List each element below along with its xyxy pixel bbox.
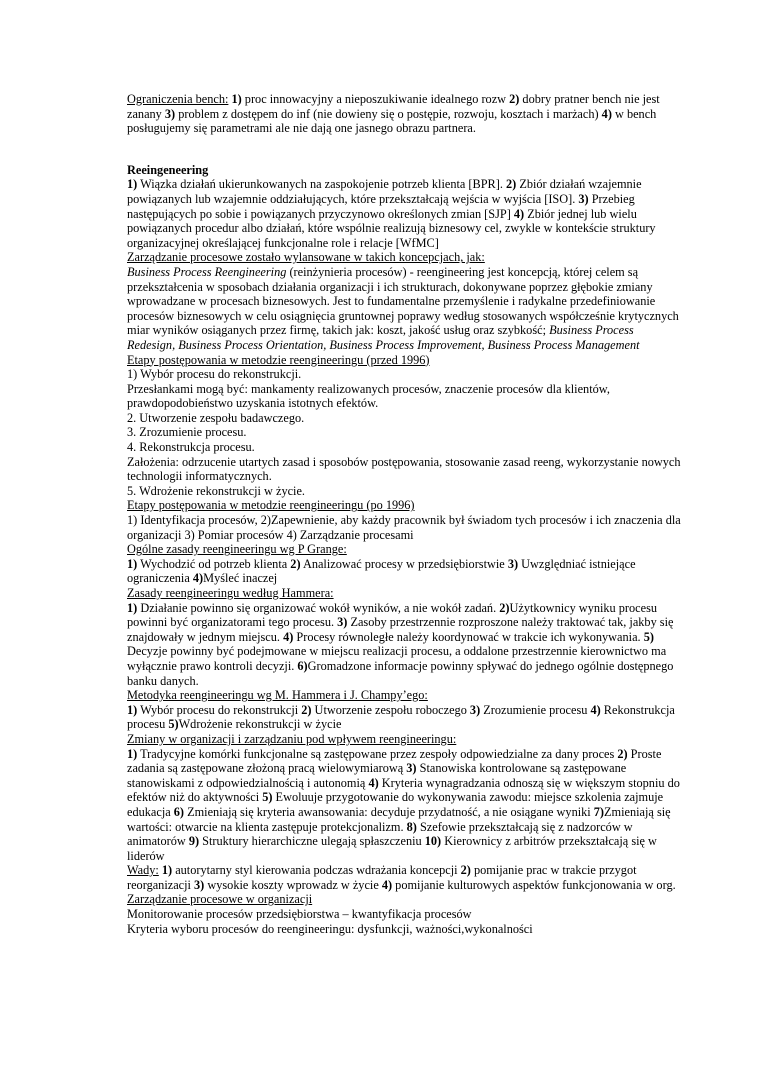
bpr-text: (reinżynieria procesów) - reengineering jest koncepcją, której celem są przekształcenia w sposobach działania organizacji i ich strukturach, dokonywane poprzez głębokie zmiany wprowadzane w procesach biznesowych. Jest to fundamentalne przemyślenie i radykalne przedefiniowanie procesów biznesowych w celu osiągnięcia gruntownej poprawy według stosowanych współcześnie krytycznych miar wyników osiąganych przez firmę, takich jak: koszt, jakość usług oraz szybkość; <box>127 264 679 338</box>
num: 10) <box>424 834 442 849</box>
text: proc innowacyjny a nieposzukiwanie idealnego rozw <box>241 92 510 106</box>
num: 3) <box>194 877 205 892</box>
stages-pre-heading: Etapy postępowania w metodzie reengineeringu (przed 1996) <box>127 352 430 367</box>
num: 1) <box>127 556 138 571</box>
text: Uwzględniać istniejące ograniczenia <box>127 556 636 586</box>
num: 6) <box>173 804 185 819</box>
text: Decyzje powinny być podejmowane w miejscu realizacji procesu, a oddalone przestrzennie kierownictwo ma wyłącznie prawo kontroli decyzji. <box>127 644 667 673</box>
text: wysokie koszty wprowadz w życie <box>204 877 382 892</box>
num: 9) <box>188 834 200 849</box>
changes-heading: Zmiany w organizacji i zarządzaniu pod wpływem reengineeringu: <box>127 731 457 746</box>
text: Zbiór jednej lub wielu powiązanych procedur albo działań, które wspólnie realizują biznesowy cel, zwykle w kontekście struktury organizacyjnej określającej funkcjonalne role i relacje [WfMC] <box>127 206 656 250</box>
method-text <box>127 703 683 732</box>
text: Wybór procesu do rekonstrukcji <box>137 702 302 717</box>
num: 3) <box>164 106 176 121</box>
num: 1) <box>127 702 138 717</box>
num: 4) <box>601 106 612 121</box>
text: Proste zadania są zastępowane złożoną pracą wielowymiarową <box>127 746 662 776</box>
num: 1) <box>127 177 138 192</box>
process-mgmt-line: Monitorowanie procesów przedsiębiorstwa – kwantyfikacja procesów <box>127 907 472 922</box>
bench-label: Ograniczenia bench: <box>127 92 229 106</box>
num: 5) <box>643 629 654 644</box>
stages-pre-line: 3. Zrozumienie procesu. <box>127 425 247 440</box>
bpr-name: Business Process Reengineering <box>127 264 287 279</box>
num: 2) <box>506 177 517 192</box>
num: 1) <box>161 863 173 878</box>
text: Analizować procesy w przedsiębiorstwie <box>300 556 508 571</box>
stages-pre-line: 4. Rekonstrukcja procesu. <box>127 440 255 455</box>
num: 2) <box>460 863 471 878</box>
text: Ewoluuje przygotowanie do wykonywania zawodu: miejsce szkolenia zajmuje edukacja <box>127 790 664 819</box>
reengineering-definitions <box>127 177 683 250</box>
text: Myśleć inaczej <box>203 571 278 586</box>
num: 2) <box>301 702 312 717</box>
num: 4) <box>513 206 525 221</box>
num: 5) <box>262 790 273 805</box>
spacer <box>127 136 683 163</box>
num: 2) <box>509 92 520 106</box>
text: Struktury hierarchiczne ulegają spłaszczeniu <box>199 834 425 849</box>
text: Stanowiska kontrolowane są zastępowane stanowiskami z odpowiedzialnością i autonomią <box>127 761 627 790</box>
num: 2) <box>617 746 628 761</box>
concepts-paragraph <box>127 265 683 353</box>
text: Zrozumienie procesu <box>480 702 591 717</box>
num: 4) <box>590 702 601 717</box>
num: 6) <box>297 658 308 673</box>
num: 4) <box>381 877 393 892</box>
text: Przebieg następujących po sobie i powiązanych przyczynowo określonych zmian [SJP] <box>127 191 635 221</box>
text: problem z dostępem do inf (nie dowieny się o postępie, rozwoju, kosztach i marżach) <box>175 106 602 121</box>
stages-post-text: 1) Identyfikacja procesów, 2)Zapewnienie, aby każdy pracownik był świadom tych procesów i ich znaczenia dla organizacji 3) Pomiar procesów 4) Zarządzanie procesami <box>127 513 681 542</box>
method-heading: Metodyka reengineeringu wg M. Hammera i J. Champy’ego: <box>127 688 428 703</box>
bench-paragraph <box>127 92 683 136</box>
text: w bench posługujemy się parametrami ale nie dają one jasnego obrazu partnera. <box>127 106 657 136</box>
num: 5) <box>168 717 179 732</box>
num: 1) <box>127 600 138 615</box>
concepts-heading: Zarządzanie procesowe zostało wylansowane w takich koncepcjach, jak: <box>127 250 485 265</box>
stages-pre-line: Przesłankami mogą być: mankamenty realizowanych procesów, znaczenie procesów dla klientów, prawdopodobieństwo uzyskania istotnych efektów. <box>127 381 610 411</box>
text: Zasoby przestrzennie rozproszone należy traktować tak, jakby się znajdowały w jednym miejscu. <box>127 615 674 644</box>
document-body <box>127 92 683 936</box>
num: 2) <box>290 556 301 571</box>
text: Procesy równoległe należy koordynować w trakcie ich wykonywania. <box>293 629 644 644</box>
num: 4) <box>368 775 379 790</box>
text: Zmieniają się kryteria awansowania: decyduje przydatność, a nie osiągane wyniki <box>184 804 594 819</box>
text: Utworzenie zespołu roboczego <box>311 702 470 717</box>
process-mgmt-line: Kryteria wyboru procesów do reengineeringu: dysfunkcji, ważności,wykonalności <box>127 921 533 936</box>
text: Wychodzić od potrzeb klienta <box>137 556 291 571</box>
text: Wdrożenie rekonstrukcji w życie <box>178 717 342 732</box>
text: Szefowie przekształcają się z nadzorców w animatorów <box>127 819 633 849</box>
text: Zmieniają się wartości: otwarcie na klienta zastępuje protekcjonalizm. <box>127 804 671 834</box>
text: Rekonstrukcja procesu <box>127 702 675 732</box>
num: 3) <box>469 702 481 717</box>
stages-pre-line: 2. Utworzenie zespołu badawczego. <box>127 410 305 425</box>
reengineering-title: Reeingeneering <box>127 162 209 177</box>
text: pomijanie kulturowych aspektów funkcjonowania w org. <box>392 877 676 892</box>
num: 4) <box>283 629 294 644</box>
text: Tradycyjne komórki funkcjonalne są zastępowane przez zespoły odpowiedzialne za dany proces <box>137 746 618 761</box>
text: Zbiór działań wzajemnie powiązanych lub wzajemnie oddziałujących, które przekształcają wejścia w wyjścia [ISO]. <box>127 177 642 206</box>
stages-pre-line: Założenia: odrzucenie utartych zasad i sposobów postępowania, stosowanie zasad reeng, wykorzystanie nowych technologii informatycznych. <box>127 454 681 484</box>
num: 8) <box>406 819 417 834</box>
text: Kryteria wynagradzania odnoszą się w większym stopniu do efektów niż do aktywności <box>127 775 680 805</box>
defects-text <box>127 863 683 892</box>
num: 2) <box>499 600 510 615</box>
other-concepts: Business Process Redesign, Business Process Orientation, Business Process Improvement, Business Process Management <box>127 323 640 352</box>
num: 1) <box>127 746 138 761</box>
text: autorytarny styl kierowania podczas wdrażania koncepcji <box>172 863 461 878</box>
hammer-text <box>127 601 683 689</box>
grange-text <box>127 557 683 586</box>
text: pomijanie prac w trakcie przygot reorganizacji <box>127 863 637 892</box>
num: 4) <box>192 571 204 586</box>
num: 3) <box>507 556 519 571</box>
changes-text <box>127 747 683 864</box>
text: Kierownicy z arbitrów przekształcają się w liderów <box>127 834 657 863</box>
num: 1) <box>231 92 242 106</box>
text: Gromadzone informacje powinny spływać do jednego ogólnie dostępnego banku danych. <box>127 658 674 688</box>
num: 3) <box>578 191 589 206</box>
num: 3) <box>337 615 348 630</box>
defects-label: Wady: <box>127 863 159 878</box>
num: 7) <box>593 804 605 819</box>
text: Wiązka działań ukierunkowanych na zaspokojenie potrzeb klienta [BPR]. <box>137 177 506 192</box>
num: 3) <box>406 761 417 776</box>
stages-pre-line: 1) Wybór procesu do rekonstrukcji. <box>127 367 302 382</box>
grange-heading: Ogólne zasady reengineeringu wg P Grange: <box>127 542 347 557</box>
stages-post-heading: Etapy postępowania w metodzie reengineeringu (po 1996) <box>127 498 415 513</box>
stages-pre-line: 5. Wdrożenie rekonstrukcji w życie. <box>127 483 306 498</box>
process-mgmt-heading: Zarządzanie procesowe w organizacji <box>127 892 313 907</box>
text: dobry pratner bench nie jest zanany <box>127 92 660 121</box>
hammer-heading: Zasady reengineeringu według Hammera: <box>127 586 334 600</box>
text: Działanie powinno się organizować wokół wyników, a nie wokół zadań. <box>137 600 500 615</box>
text: Użytkownicy wyniku procesu powinni być organizatorami tego procesu. <box>127 600 658 630</box>
